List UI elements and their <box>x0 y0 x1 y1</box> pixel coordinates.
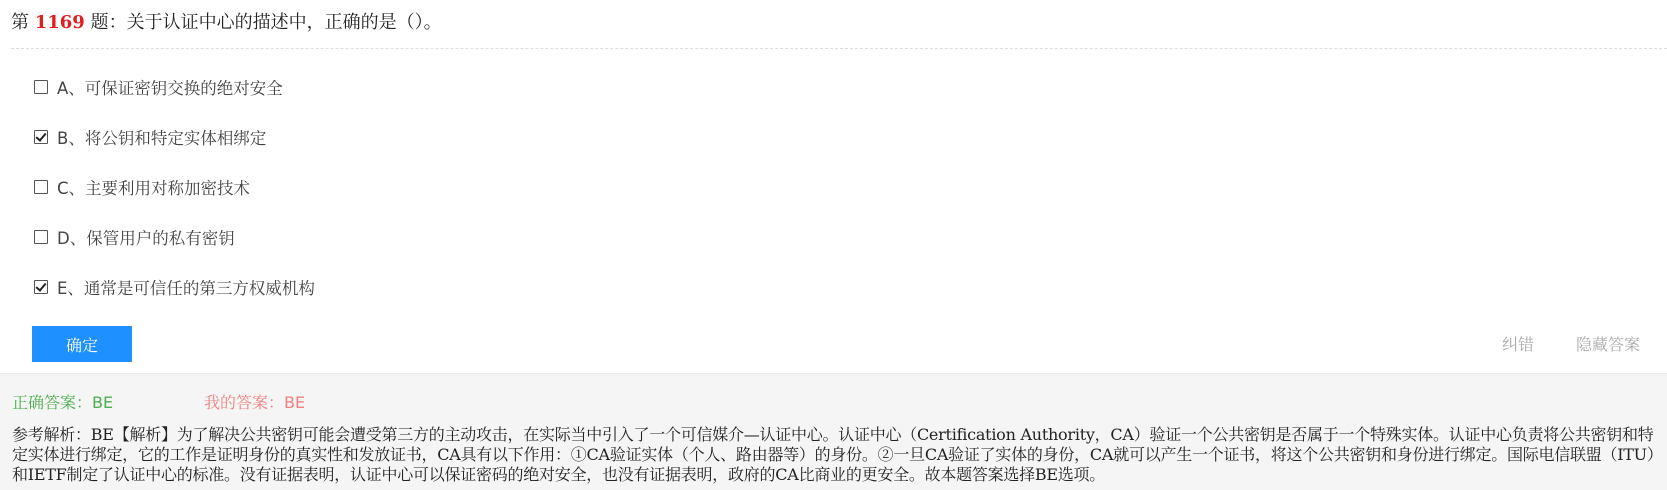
option-b-label: B、将公钥和特定实体相绑定 <box>57 129 267 148</box>
option-d-label: D、保管用户的私有密钥 <box>57 229 235 248</box>
correct-answer: 正确答案：BE <box>12 393 114 412</box>
hide-answer-link[interactable]: 隐藏答案 <box>1576 335 1641 354</box>
checkbox-b[interactable] <box>34 130 48 144</box>
confirm-button[interactable]: 确定 <box>32 326 132 362</box>
option-a[interactable] <box>34 62 315 112</box>
option-e[interactable] <box>34 262 315 312</box>
answer-panel <box>0 373 1667 490</box>
my-answer: 我的答案：BE <box>204 393 306 412</box>
option-c-label: C、主要利用对称加密技术 <box>57 179 251 198</box>
option-d[interactable] <box>34 212 315 262</box>
report-error-link[interactable]: 纠错 <box>1502 335 1535 354</box>
question-number: 1169 <box>34 12 85 33</box>
option-b[interactable] <box>34 112 315 162</box>
answer-analysis: 参考解析：BE【解析】为了解决公共密钥可能会遭受第三方的主动攻击，在实际当中引入了一个可信媒介—认证中心。认证中心（Certification Authority，CA）验证一个公共密钥是否属于一个特殊实体。认证中心负责将公共密钥和特定实体进行绑定，它的工作是证明身份的真实性和发放证书，CA具有以下作用：①CA验证实体（个人、路由器等）的身份。②一旦CA验证了实体的身份，CA就可以产生一个证书，将这个公共密钥和身份进行绑定。国际电信联盟（ITU）和IETF制定了认证中心的标准。没有证据表明，认证中心可以保证密码的绝对安全，也没有证据表明，政府的CA比商业的更安全。故本题答案选择BE选项。 <box>12 425 1655 484</box>
option-a-label: A、可保证密钥交换的绝对安全 <box>57 79 283 98</box>
checkbox-a[interactable] <box>34 80 48 94</box>
question-text: 题：关于认证中心的描述中，正确的是（）。 <box>90 12 442 33</box>
question-prefix: 第 <box>11 12 29 33</box>
checkbox-d[interactable] <box>34 230 48 244</box>
option-c[interactable] <box>34 162 315 212</box>
answer-summary <box>12 390 306 413</box>
checkbox-e[interactable] <box>34 280 48 294</box>
option-list <box>34 62 315 312</box>
question-title <box>11 0 1667 49</box>
option-e-label: E、通常是可信任的第三方权威机构 <box>57 279 315 298</box>
checkbox-c[interactable] <box>34 180 48 194</box>
